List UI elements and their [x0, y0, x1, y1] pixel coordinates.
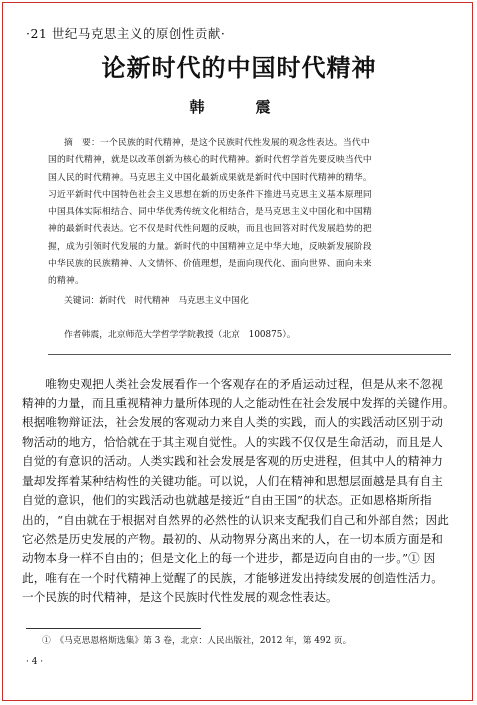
article-title: 论新时代的中国时代精神	[101, 53, 377, 82]
journal-header: ·21 世纪马克思主义的原创性贡献·	[26, 26, 226, 41]
keywords: 关键词：新时代 时代精神 马克思主义中国化	[64, 295, 249, 306]
body-text	[22, 375, 456, 608]
abstract-line: 中华民族的民族精神、人文情怀、价值理想，是面向现代化、面向世界、面向未来	[48, 259, 372, 270]
body-line: 量却发挥着某种结构性的关键功能。可以说，人们在精神和思想层面越是具有自主	[22, 473, 443, 488]
abstract-line: 国的时代精神，就是以改革创新为核心的时代精神。新时代哲学首先要反映当代中	[48, 155, 372, 166]
body-line: 自觉的意识，他们的实践活动也就越是接近“自由王国”的状态。正如恩格斯所指	[22, 493, 432, 508]
abstract-line: 习近平新时代中国特色社会主义思想在新的历史条件下推进马克思主义基本原理同	[48, 189, 372, 200]
body-line: 出的，“自由就在于根据对自然界的必然性的认识来支配我们自己和外部自然；因此	[22, 512, 450, 527]
body-line: 根据唯物辩证法，社会发展的客观动力来自人类的实践，而人的实践活动区别于动	[22, 415, 443, 430]
author-byline: 作者韩震，北京师范大学哲学学院教授（北京 100875）。	[64, 329, 296, 340]
abstract-line: 的精神。	[48, 276, 84, 287]
author-name: 韩 震	[189, 98, 289, 116]
section-divider	[48, 354, 451, 355]
abstract-line: 神的最新时代表达。它不仅是时代性问题的反映，而且也回答对时代发展趋势的把	[48, 224, 372, 235]
body-line: 唯物史观把人类社会发展看作一个客观存在的矛盾运动过程，但是从来不忽视	[22, 376, 443, 391]
body-line: 动物本身一样不自由的；但是文化上的每一个进步，都是迈向自由的一步。”① 因	[22, 551, 436, 566]
body-line: 精神的力量，而且重视精神力量所体现的人之能动性在社会发展中发挥的关键作用。	[22, 396, 455, 411]
body-line: 它必然是历史发展的产物。最初的、从动物界分离出来的人，在一切本质方面是和	[22, 531, 443, 546]
abstract	[48, 135, 456, 291]
body-line: 一个民族的时代精神，是这个民族时代性发展的观念性表达。	[22, 590, 338, 605]
abstract-line: 摘 要：一个民族的时代精神，是这个民族时代性发展的观念性表达。当代中	[64, 138, 370, 148]
body-line: 自觉的有意识的活动。人类实践和社会发展是客观的历史进程，但其中人的精神力	[22, 454, 443, 469]
page-number: · 4 ·	[26, 656, 44, 667]
text-column	[22, 25, 456, 668]
body-line: 此，唯有在一个时代精神上觉醒了的民族，才能够迸发出持续发展的创造性活力。	[22, 570, 443, 585]
abstract-line: 国人民的时代精神。马克思主义中国化最新成果就是新时代中国时代精神的精华。	[48, 172, 372, 183]
body-line: 物活动的地方，恰恰就在于其主观自觉性。人的实践不仅仅是生命活动，而且是人	[22, 434, 443, 449]
footnote: ① 《马克思恩格斯选集》第 3 卷，北京：人民出版社，2012 年，第 492 页。	[42, 635, 352, 646]
abstract-line: 握，成为引领时代发展的力量。新时代的中国精神立足中华大地，反映新发展阶段	[48, 241, 372, 252]
abstract-line: 中国具体实际相结合、同中华优秀传统文化相结合，是马克思主义中国化和中国精	[48, 207, 372, 218]
footnote-rule	[26, 628, 201, 629]
